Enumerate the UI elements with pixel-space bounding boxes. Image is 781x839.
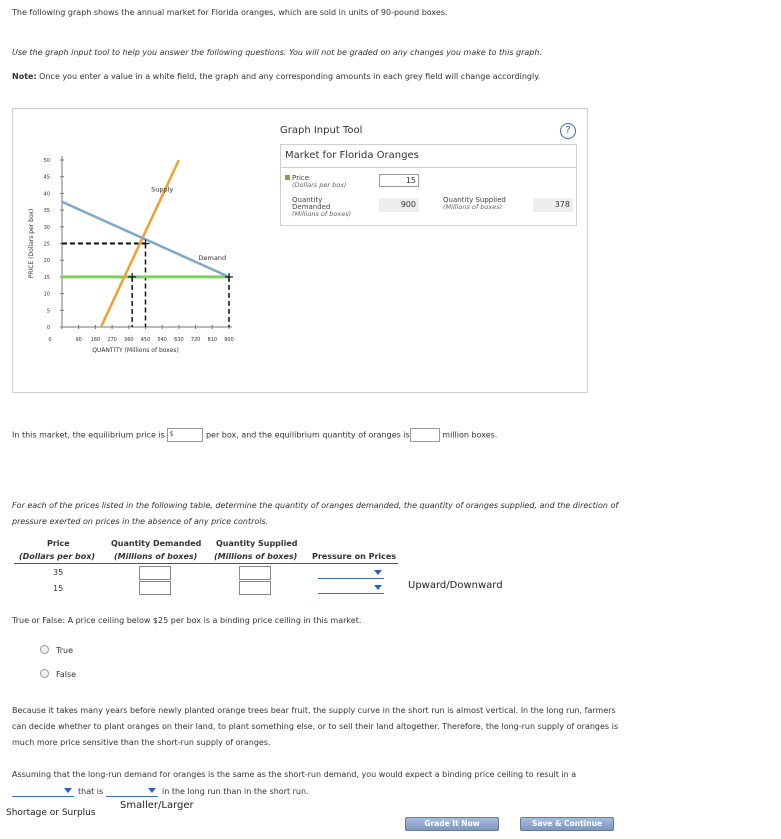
eq-text-mid: per box, and the equilibrium quantity of oranges is <box>205 430 410 440</box>
row-1-qd-input[interactable] <box>139 566 171 580</box>
qs-label: Quantity Supplied <box>443 196 506 204</box>
equilibrium-question <box>12 428 497 442</box>
qd-value: 900 <box>379 198 419 212</box>
longrun-tail: in the long run than in the short run. <box>162 787 309 796</box>
eq-text-pre: In this market, the equilibrium price is <box>12 430 165 440</box>
currency-sign: $ <box>169 430 174 438</box>
table-header-rule <box>14 563 398 564</box>
y-tick-label: 50 <box>43 158 50 164</box>
demand-label: Demand <box>198 254 227 263</box>
market-box <box>280 144 577 226</box>
th-qd-unit: (Millions of boxes) <box>114 552 198 561</box>
shortage-surplus-hint: Shortage or Surplus <box>6 808 96 818</box>
y-tick-label: 10 <box>43 291 50 298</box>
x-axis-label: QUANTITY (Millions of boxes) <box>92 347 179 354</box>
eq-price-input[interactable] <box>167 428 203 442</box>
th-price-unit: (Dollars per box) <box>19 552 96 561</box>
x-tick-label: 360 <box>124 337 134 343</box>
chevron-down-icon <box>374 570 382 575</box>
supply-curve <box>62 160 179 390</box>
tf-question: True or False: A price ceiling below $25 per box is a binding price ceiling in this market. <box>12 616 362 625</box>
qd-unit: (Millions of boxes) <box>292 210 352 218</box>
x-tick-label: 720 <box>190 337 201 343</box>
y-axis-label: PRICE (Dollars per box) <box>28 208 35 279</box>
divider <box>281 167 576 168</box>
that-is-text: that is <box>78 787 104 796</box>
note-label: Note: <box>12 72 37 81</box>
intro-line-1: The following graph shows the annual market for Florida oranges, which are sold in units of 90-pound boxes. <box>12 8 448 17</box>
th-qs-unit: (Millions of boxes) <box>214 552 298 561</box>
x-tick-label: 270 <box>107 337 117 343</box>
row-1-price: 35 <box>53 568 64 577</box>
intro-line-2: Use the graph input tool to help you answer the following questions. You will not be graded on any changes you make to this graph. <box>12 48 542 57</box>
pressure-hint: Upward/Downward <box>408 580 503 591</box>
y-tick-label: 30 <box>43 224 50 231</box>
save-continue-button[interactable]: Save & Continue <box>520 817 614 831</box>
help-icon[interactable]: ? <box>560 123 576 139</box>
y-tick-label: 40 <box>43 191 50 198</box>
x-tick-label: 0 <box>48 337 52 343</box>
longrun-question: Assuming that the long-run demand for oranges is the same as the short-run demand, you would expect a binding price ceiling to result in a <box>12 770 577 779</box>
qs-unit: (Millions of boxes) <box>443 203 503 211</box>
smaller-larger-hint: Smaller/Larger <box>120 800 194 811</box>
intro-note <box>12 72 540 81</box>
row-2-qs-input[interactable] <box>239 581 271 595</box>
x-tick-label: 450 <box>140 337 151 343</box>
price-unit: (Dollars per box) <box>292 181 347 189</box>
row-2-price: 15 <box>53 584 64 593</box>
y-tick-label: 45 <box>43 174 50 181</box>
row-1-qs-input[interactable] <box>239 566 271 580</box>
y-tick-label: 35 <box>43 208 50 215</box>
radio-true-label: True <box>56 646 73 655</box>
chevron-down-icon <box>374 585 382 590</box>
x-tick-label: 810 <box>207 337 218 343</box>
longrun-p1: Because it takes many years before newly planted orange trees bear fruit, the supply curve in the short run is almost vertical. In the long run, farmers <box>12 706 616 715</box>
row-2-pressure-dropdown[interactable] <box>318 581 384 594</box>
note-text: Once you enter a value in a white field, the graph and any corresponding amounts in each grey field will change accordingly. <box>36 72 541 81</box>
market-title: Market for Florida Oranges <box>285 150 419 161</box>
x-tick-label: 630 <box>174 337 184 343</box>
y-tick-label: 5 <box>46 308 50 315</box>
longrun-p3: much more price sensitive than the short-run supply of oranges. <box>12 738 271 747</box>
th-qs: Quantity Supplied <box>216 539 298 548</box>
th-pressure: Pressure on Prices <box>312 552 397 561</box>
x-tick-label: 90 <box>75 337 82 343</box>
radio-false-label: False <box>56 670 77 679</box>
x-tick-label: 900 <box>224 337 234 343</box>
x-tick-label: 180 <box>90 337 101 343</box>
y-tick-label: 0 <box>46 325 50 331</box>
radio-false[interactable] <box>40 669 49 678</box>
radio-true[interactable] <box>40 645 49 654</box>
x-tick-label: 540 <box>157 337 167 343</box>
eq-text-post: million boxes. <box>442 430 498 440</box>
chevron-down-icon <box>64 788 72 793</box>
demand-curve <box>62 202 229 277</box>
tool-title: Graph Input Tool <box>280 125 363 136</box>
shortage-surplus-dropdown[interactable] <box>12 784 74 797</box>
supply-label: Supply <box>151 185 174 194</box>
graph-panel <box>12 108 588 393</box>
eq-quantity-input[interactable] <box>410 428 440 442</box>
price-swatch-icon <box>285 175 290 180</box>
qd-label-2: Demanded <box>292 203 331 211</box>
y-tick-label: 25 <box>43 241 50 248</box>
y-tick-label: 20 <box>43 258 50 265</box>
row-2-qd-input[interactable] <box>139 581 171 595</box>
chevron-down-icon <box>148 788 156 793</box>
qs-value: 378 <box>533 198 573 212</box>
th-qd: Quantity Demanded <box>111 539 202 548</box>
y-tick-label: 15 <box>43 274 50 281</box>
smaller-larger-dropdown[interactable] <box>106 784 158 797</box>
th-price: Price <box>47 539 70 548</box>
supply-demand-chart[interactable] <box>13 109 283 390</box>
table-instructions-1: For each of the prices listed in the following table, determine the quantity of oranges demanded, the quantity of oranges supplied, and the direction of <box>12 501 619 510</box>
qd-label-1: Quantity <box>292 196 323 204</box>
row-1-pressure-dropdown[interactable] <box>318 566 384 579</box>
longrun-p2: can decide whether to plant oranges on their land, to plant something else, or to sell their land altogether. Therefore, the long-run supply of oranges is <box>12 722 619 731</box>
graph-input-tool <box>280 109 586 390</box>
price-input[interactable]: 15 <box>379 174 419 187</box>
table-instructions-2: pressure exerted on prices in the absence of any price controls. <box>12 517 269 526</box>
price-label: Price <box>292 174 310 182</box>
grade-it-now-button[interactable]: Grade It Now <box>405 817 499 831</box>
